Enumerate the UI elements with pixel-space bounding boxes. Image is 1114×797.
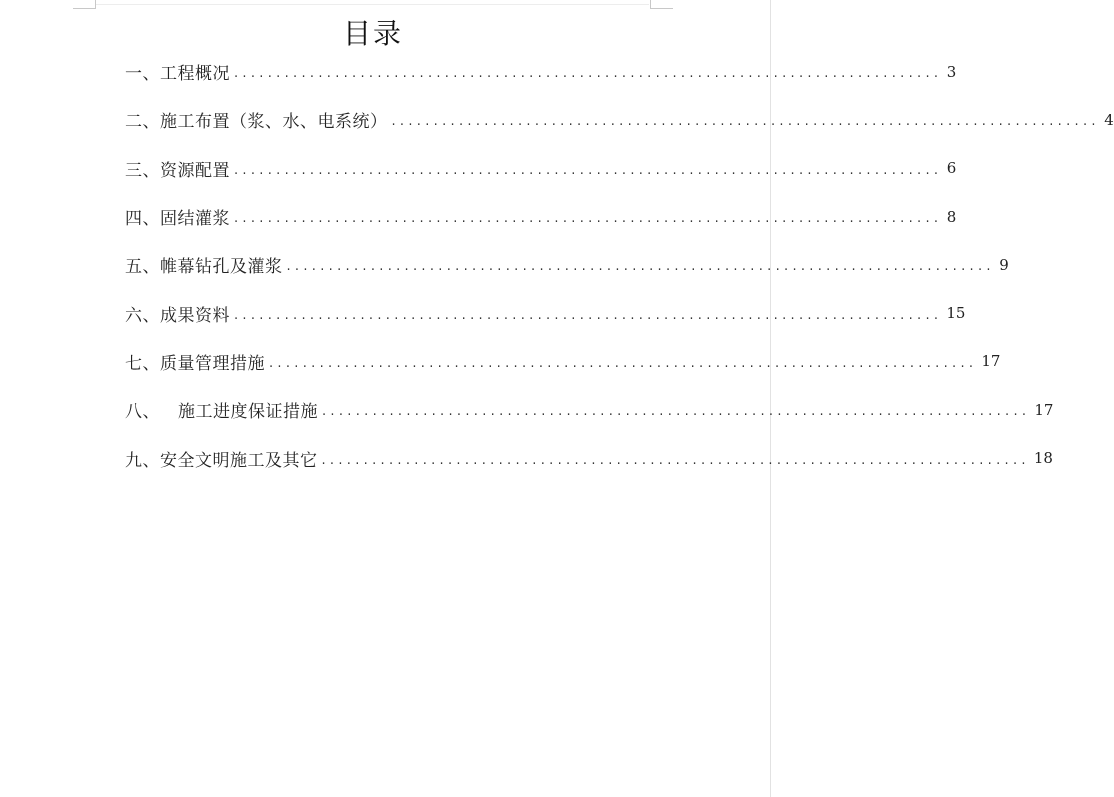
- toc-entry-text: 七、质量管理措施: [125, 353, 265, 374]
- toc-dot-leader: ....................................................................................: [234, 162, 943, 178]
- toc-entry-text: 四、固结灌浆: [125, 209, 230, 230]
- toc-entry[interactable]: [125, 58, 957, 106]
- toc-page-number: 15: [946, 304, 966, 323]
- toc-page-number: 6: [946, 159, 957, 178]
- toc-entry[interactable]: [125, 299, 966, 347]
- toc-entry[interactable]: [125, 251, 1009, 299]
- toc-entry-text: 五、帷幕钻孔及灌浆: [125, 257, 283, 278]
- margin-corner-mark-left: [73, 0, 96, 9]
- toc-dot-leader: ....................................................................................: [234, 66, 943, 82]
- toc-page-number: 8: [946, 207, 957, 226]
- toc-dot-leader: ....................................................................................: [322, 404, 1031, 420]
- toc-entry[interactable]: [125, 203, 957, 251]
- toc-page-number: 17: [981, 352, 1001, 371]
- toc-entry-number: 八、: [125, 402, 160, 423]
- toc-dot-leader: ....................................................................................: [286, 259, 995, 275]
- toc-entry[interactable]: [125, 396, 1054, 444]
- toc-title: 目录: [342, 17, 403, 50]
- toc-dot-leader: ....................................................................................: [321, 452, 1030, 468]
- toc-entry-heading: 施工进度保证措施: [178, 402, 318, 423]
- header-rule: [96, 4, 649, 5]
- toc-entry-text: [125, 397, 318, 422]
- toc-entry-text: 九、安全文明施工及其它: [125, 450, 318, 471]
- margin-corner-mark-right: [650, 0, 673, 9]
- toc-dot-leader: ....................................................................................: [269, 355, 978, 371]
- toc-page-number: 18: [1033, 449, 1053, 468]
- toc-dot-leader: ....................................................................................: [234, 307, 943, 323]
- toc-entry-text: 三、资源配置: [125, 160, 230, 181]
- toc-page-number: 17: [1034, 400, 1054, 419]
- toc-entry[interactable]: [125, 106, 1114, 154]
- toc-page-number: 3: [946, 62, 957, 81]
- toc-dot-leader: ....................................................................................: [234, 211, 943, 227]
- toc-dot-leader: ....................................................................................: [391, 114, 1100, 130]
- toc-entry-text: 二、施工布置（浆、水、电系统）: [125, 112, 388, 133]
- toc-entry-text: 一、工程概况: [125, 64, 230, 85]
- toc-entry-text: 六、成果资料: [125, 305, 230, 326]
- toc-page-number: 9: [999, 255, 1009, 274]
- toc-entry[interactable]: [125, 155, 957, 203]
- toc-page-number: 4: [1104, 110, 1114, 129]
- table-of-contents: [125, 58, 1114, 493]
- toc-entry[interactable]: [125, 348, 1001, 396]
- toc-entry[interactable]: [125, 444, 1053, 492]
